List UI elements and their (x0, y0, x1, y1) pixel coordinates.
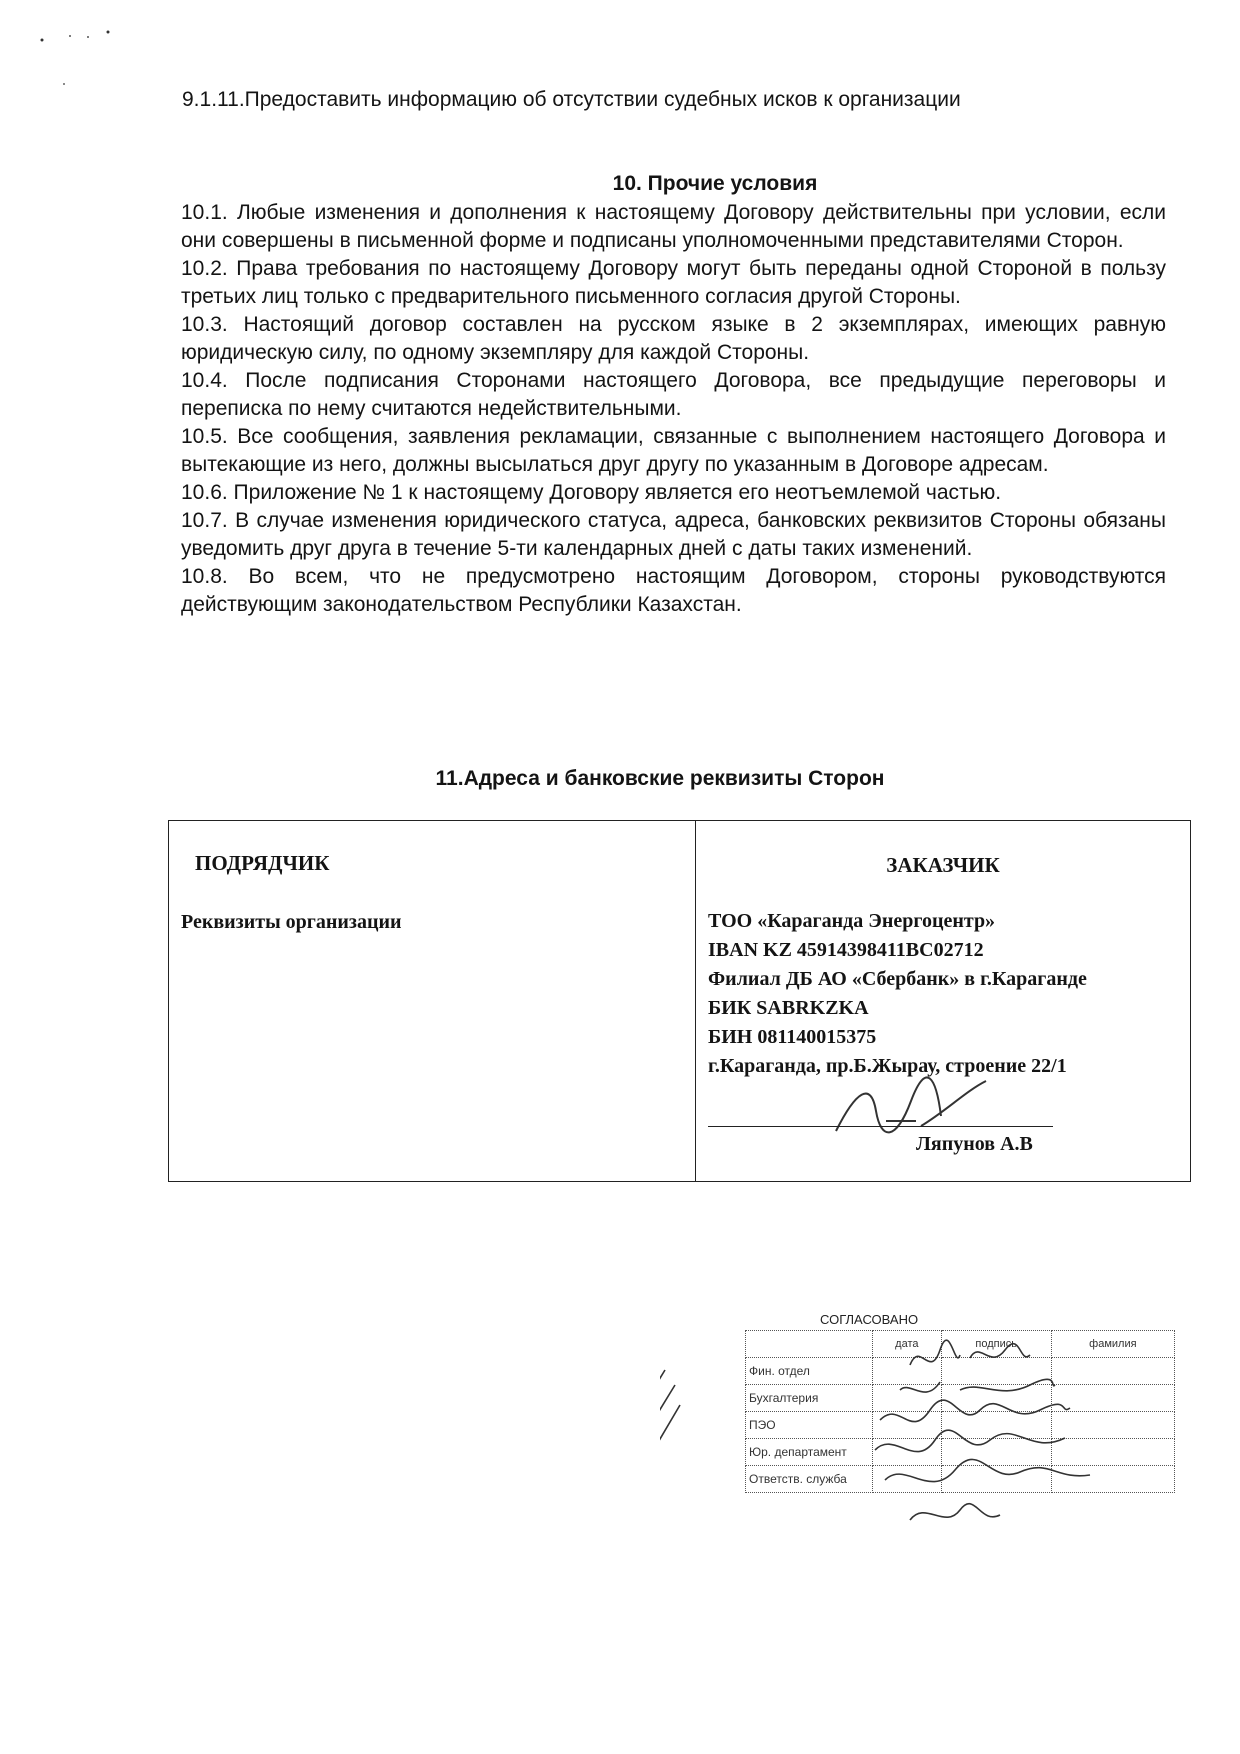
customer-heading: ЗАКАЗЧИК (886, 853, 1000, 877)
approval-corner-cell (746, 1331, 873, 1358)
approval-row: Ответств. служба (746, 1466, 1175, 1493)
approval-title: СОГЛАСОВАНО (820, 1312, 919, 1327)
clause-10-8: 10.8. Во всем, что не предусмотрено настоящим Договором, стороны руководствуются действующим законодательством Республики Казахстан. (181, 565, 1166, 616)
signature-line (708, 1126, 1053, 1127)
customer-bin: БИН 081140015375 (708, 1026, 877, 1048)
scan-specks (30, 28, 130, 98)
customer-cell (696, 821, 1191, 1182)
approval-row: Бухгалтерия (746, 1385, 1175, 1412)
customer-bank: Филиал ДБ АО «Сбербанк» в г.Караганде (708, 968, 1087, 990)
section-10-clauses (181, 199, 1166, 619)
clause-10-5: 10.5. Все сообщения, заявления рекламации, связанные с выполнением настоящего Договора и вытекающие из него, должны высылаться друг другу по указанным в Договоре адресам. (181, 425, 1166, 476)
approval-col-signature: подпись (941, 1331, 1051, 1358)
approval-row: Фин. отдел (746, 1358, 1175, 1385)
customer-signer: Ляпунов А.В (916, 1133, 1033, 1155)
customer-bik: БИК SABRKZKA (708, 997, 869, 1019)
approval-stamp (660, 1310, 1220, 1570)
approval-row: ПЭО (746, 1412, 1175, 1439)
clause-10-2: 10.2. Права требования по настоящему Договору могут быть переданы одной Стороной в пользу третьих лиц только с предварительного письменного согласия другой Стороны. (181, 257, 1166, 308)
approval-table (745, 1330, 1175, 1493)
clause-10-3: 10.3. Настоящий договор составлен на русском языке в 2 экземплярах, имеющих равную юридическую силу, по одному экземпляру для каждой Стороны. (181, 313, 1166, 364)
customer-iban: IBAN KZ 45914398411BC02712 (708, 939, 984, 961)
customer-address: г.Караганда, пр.Б.Жырау, строение 22/1 (708, 1055, 1067, 1077)
section-11-title: 11.Адреса и банковские реквизиты Сторон (435, 767, 885, 790)
contractor-details: Реквизиты организации (181, 911, 402, 933)
clause-9-1-11: 9.1.11.Предоставить информацию об отсутствии судебных исков к организации (182, 88, 961, 111)
requisites-table (168, 820, 1191, 1182)
section-10-title: 10. Прочие условия (612, 172, 818, 195)
customer-bank-details (708, 907, 1087, 1081)
clause-10-7: 10.7. В случае изменения юридического статуса, адреса, банковских реквизитов Стороны обязаны уведомить друг друга в течение 5-ти календарных дней с даты таких изменений. (181, 509, 1166, 560)
contractor-heading: ПОДРЯДЧИК (195, 851, 330, 875)
approval-col-surname: фамилия (1051, 1331, 1174, 1358)
clause-10-4: 10.4. После подписания Сторонами настоящего Договора, все предыдущие переговоры и переписка по нему считаются недействительными. (181, 369, 1166, 420)
clause-10-1: 10.1. Любые изменения и дополнения к настоящему Договору действительны при условии, если они совершены в письменной форме и подписаны уполномоченными представителями Сторон. (181, 201, 1166, 252)
approval-row: Юр. департамент (746, 1439, 1175, 1466)
contractor-cell (169, 821, 696, 1182)
approval-col-date: дата (873, 1331, 942, 1358)
clause-10-6: 10.6. Приложение № 1 к настоящему Договору является его неотъемлемой частью. (181, 481, 1002, 504)
customer-name: ТОО «Караганда Энергоцентр» (708, 910, 996, 932)
